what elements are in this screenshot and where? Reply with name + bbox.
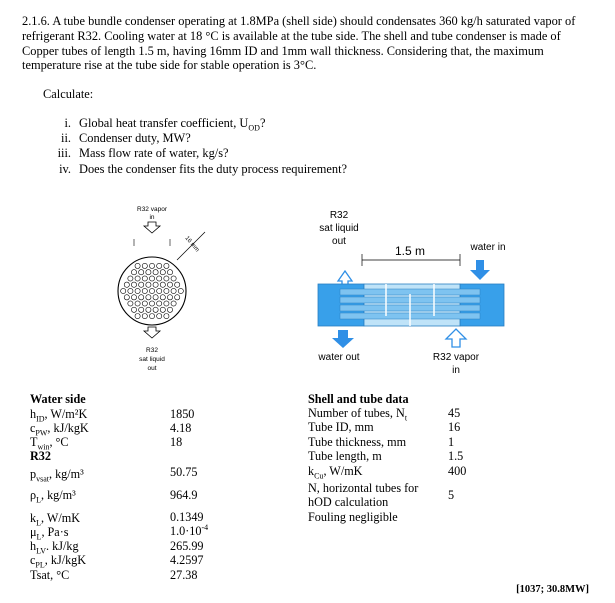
problem-number: 2.1.6. bbox=[22, 14, 50, 28]
tube-hole bbox=[167, 270, 172, 275]
tube-hole bbox=[171, 301, 176, 306]
tube-hole bbox=[160, 282, 165, 287]
tube-hole bbox=[153, 282, 158, 287]
tube-hole bbox=[149, 288, 154, 293]
tube-hole bbox=[135, 263, 140, 268]
table-row: $c_{PL}$, kJ/kgK bbox=[30, 553, 87, 570]
length-label: 1.5 m bbox=[394, 244, 426, 258]
table-value: 50.75 bbox=[170, 465, 198, 479]
tube-hole bbox=[135, 314, 140, 319]
question-item: iv. Does the condenser fits the duty process requirement? bbox=[59, 161, 348, 176]
water-in-arrow-icon bbox=[470, 260, 490, 280]
tube-hole bbox=[139, 282, 144, 287]
problem-text: A tube bundle condenser operating at 1.8MPa (shell side) should condensates 360 kg/h saturated vapor of refrigerant R32. Cooling water at 18 °C is available at the tube side. The shell and tube condenser is made of Copper tubes of length 1.5 m, having 16mm ID and 1mm wall thickness. Considering that, the maximum temperature rise at the tube side for stable operation is 3°C. bbox=[22, 14, 576, 73]
tube-hole bbox=[149, 276, 154, 281]
tube-hole bbox=[124, 282, 129, 287]
table-value: 265.99 bbox=[170, 539, 204, 553]
table-row: $T_{win}$, °C bbox=[30, 435, 69, 452]
tube-hole bbox=[167, 295, 172, 300]
tube-hole bbox=[128, 288, 133, 293]
tube-hole bbox=[142, 314, 147, 319]
tube-hole bbox=[149, 263, 154, 268]
tube-hole bbox=[146, 282, 151, 287]
tube-hole bbox=[153, 307, 158, 312]
tube-hole bbox=[175, 282, 180, 287]
tube-hole bbox=[171, 276, 176, 281]
table-row: $\mu_L$, Pa·s bbox=[30, 525, 69, 542]
condenser-figure bbox=[0, 196, 615, 386]
tube-hole bbox=[139, 270, 144, 275]
tube-hole bbox=[146, 270, 151, 275]
question-list bbox=[43, 116, 347, 177]
question-item: ii. Condenser duty, MW? bbox=[61, 131, 191, 146]
problem-statement bbox=[22, 14, 594, 73]
tube-hole bbox=[146, 307, 151, 312]
dimension-label: 16 mm bbox=[183, 235, 200, 254]
tube-hole bbox=[135, 276, 140, 281]
table-row: Tube thickness, mm bbox=[308, 435, 407, 449]
tube-hole bbox=[146, 295, 151, 300]
arrow-down-icon bbox=[144, 222, 160, 233]
tube-hole bbox=[135, 301, 140, 306]
tube-hole bbox=[178, 288, 183, 293]
table-row: hOD calculation bbox=[308, 495, 389, 509]
tube-hole bbox=[164, 301, 169, 306]
cs-bottom-label-2: sat liquid bbox=[139, 356, 165, 363]
table-row: $k_L$, W/mK bbox=[30, 511, 81, 528]
table-value: 27.38 bbox=[170, 568, 198, 582]
tube-hole bbox=[157, 276, 162, 281]
shell-and-tube-exchanger bbox=[317, 210, 505, 376]
tube-hole bbox=[164, 314, 169, 319]
tube-hole bbox=[142, 301, 147, 306]
arrow-down-icon bbox=[144, 327, 160, 338]
tube-hole bbox=[171, 288, 176, 293]
question-item: i. Global heat transfer coefficient, $U_{OD}$? bbox=[64, 116, 266, 133]
ex-top-left-2: sat liquid bbox=[319, 223, 359, 234]
tube-hole bbox=[128, 276, 133, 281]
tube-hole bbox=[167, 307, 172, 312]
water-out-arrow-icon bbox=[332, 330, 354, 348]
table-row: $k_{Cu}$, W/mK bbox=[308, 464, 363, 481]
tube-hole bbox=[149, 314, 154, 319]
tube-hole bbox=[139, 295, 144, 300]
tube-hole bbox=[128, 301, 133, 306]
tube-hole bbox=[135, 288, 140, 293]
table-value: 1 bbox=[448, 435, 455, 449]
calculate-label: Calculate: bbox=[43, 87, 94, 101]
shell-tube-header: Shell and tube data bbox=[308, 392, 409, 406]
vapor-in-label: R32 vapor bbox=[432, 352, 480, 363]
tube-hole bbox=[160, 270, 165, 275]
table-value: 964.9 bbox=[170, 488, 198, 502]
tube-hole bbox=[142, 276, 147, 281]
table-row: Tsat, °C bbox=[30, 568, 70, 582]
tube-hole bbox=[153, 270, 158, 275]
table-value: 1.5 bbox=[448, 449, 464, 463]
tube-hole bbox=[160, 295, 165, 300]
table-row: Number of tubes, $N_t$ bbox=[308, 406, 408, 423]
ex-top-left-3: out bbox=[332, 236, 346, 247]
tube-hole bbox=[157, 288, 162, 293]
tube-hole bbox=[160, 307, 165, 312]
table-row: $\rho_L$, kg/m³ bbox=[30, 488, 76, 505]
tube-hole bbox=[131, 307, 136, 312]
tube-hole bbox=[157, 263, 162, 268]
answer-key: [1037; 30.8MW] bbox=[516, 584, 589, 595]
table-value: $1.0\cdot 10^{-4}$ bbox=[170, 522, 209, 538]
vapor-in-label-2: in bbox=[452, 365, 460, 376]
table-row: Fouling negligible bbox=[308, 510, 398, 524]
tube-bundle-cross-section bbox=[118, 206, 205, 372]
table-row: Tube length, m bbox=[308, 449, 382, 463]
tube-hole bbox=[131, 282, 136, 287]
tube-hole bbox=[175, 295, 180, 300]
cs-bottom-label-3: out bbox=[147, 365, 157, 372]
table-value: 45 bbox=[448, 406, 461, 420]
question-item: iii. Mass flow rate of water, kg/s? bbox=[57, 146, 229, 161]
cs-top-label: R32 vapor bbox=[137, 206, 167, 213]
r32-header: R32 bbox=[30, 449, 51, 463]
tube-hole bbox=[164, 276, 169, 281]
cs-bottom-label: R32 bbox=[146, 347, 158, 354]
tube-hole bbox=[131, 270, 136, 275]
water-out-label: water out bbox=[318, 352, 360, 363]
tube-hole bbox=[139, 307, 144, 312]
ex-top-left-1: R32 bbox=[329, 210, 349, 221]
tube-hole bbox=[142, 263, 147, 268]
tube-hole bbox=[153, 295, 158, 300]
tube-hole bbox=[121, 288, 126, 293]
table-row: $c_{PW}$, kJ/kgK bbox=[30, 421, 89, 438]
table-row: $p_{vsat}$, kg/m³ bbox=[30, 467, 84, 484]
r32-vapor-in-arrow-icon bbox=[446, 329, 466, 347]
table-value: 4.2597 bbox=[170, 553, 204, 567]
condenser-diagram bbox=[0, 196, 615, 386]
table-value: 1850 bbox=[170, 407, 195, 421]
tube-hole bbox=[157, 301, 162, 306]
table-row: N, horizontal tubes for bbox=[308, 481, 419, 495]
table-row: Tube ID, mm bbox=[308, 420, 374, 434]
tube-hole bbox=[157, 314, 162, 319]
table-value: 4.18 bbox=[170, 421, 192, 435]
table-value: 16 bbox=[448, 420, 461, 434]
table-value: 5 bbox=[448, 488, 455, 502]
water-side-header: Water side bbox=[30, 392, 86, 406]
tube-hole bbox=[164, 288, 169, 293]
tube-hole bbox=[167, 282, 172, 287]
water-in-label: water in bbox=[470, 242, 506, 253]
tube-hole bbox=[142, 288, 147, 293]
tube-hole bbox=[124, 295, 129, 300]
table-row: $h_{LV}$. kJ/kg bbox=[30, 539, 79, 556]
cs-top-label-2: in bbox=[149, 214, 155, 221]
tube-hole bbox=[164, 263, 169, 268]
tube-hole bbox=[131, 295, 136, 300]
table-value: 400 bbox=[448, 464, 467, 478]
table-value: 0.1349 bbox=[170, 510, 204, 524]
table-value: 18 bbox=[170, 435, 183, 449]
table-row: $h_{ID}$, W/m²K bbox=[30, 407, 88, 424]
tube-hole bbox=[149, 301, 154, 306]
